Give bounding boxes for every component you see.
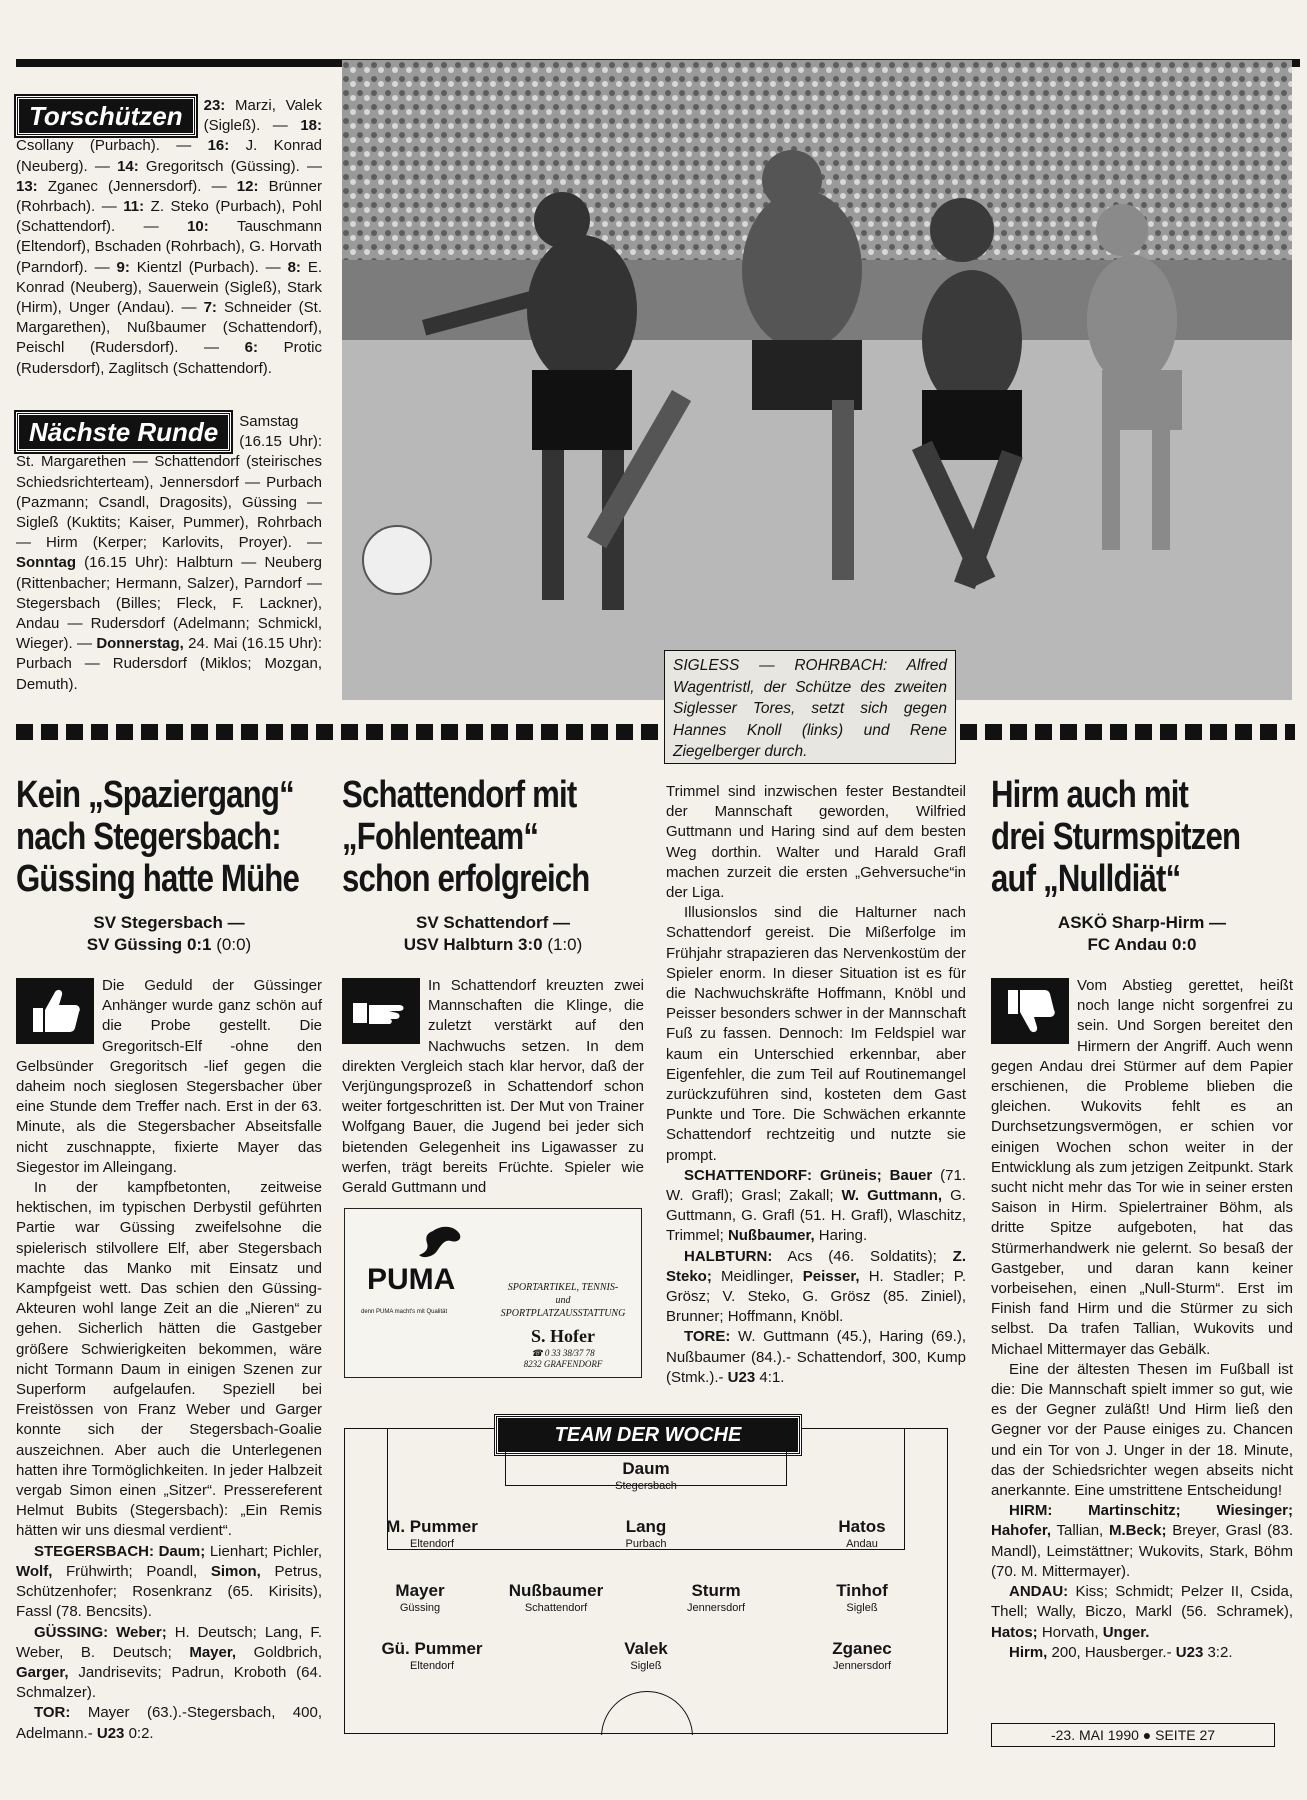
scorer-text: Gregoritsch (Güssing). —	[138, 157, 322, 175]
article-3-paragraph: Vom Abstieg gerettet, heißt noch lange nicht sorgenfrei zu sein. Und Sorgen bereitet den Hirmern der Angriff. Auch wenn gegen Andau drei Stürmer auf dem Papier erschienen, die Probleme blieben die gleichen. Wukovits fehlt es an Durchsetzungsvermögen, er schien vor einigen Wochen schon weiter in der Entwicklung als zum jetzigen Zeitpunkt. Stark sucht nicht mehr das Tor wie in seiner ersten Saison in Hirm. Spielertrainer Böhm, als dritte Spitze aufgeboten, hat das Stürmerhandwerk nie gelernt. So besaß der Gastgeber, und daran kann keiner vorbeisehen, einen „Null-Sturm“. Erst im Finish fand Hirm und die Stürmer zu sich selbst. Da trafen Tallian, Wukovits und Michael Mittermayer das Gebälk.	[991, 977, 1293, 1358]
result: 3:0	[518, 935, 543, 954]
headline-line: Güssing hatte Mühe	[16, 858, 300, 900]
teams-line: ASKÖ Sharp-Hirm —	[1057, 913, 1227, 932]
lineup-text: 3:2.	[1203, 1643, 1233, 1661]
lineup-text: 4:1.	[755, 1368, 785, 1386]
player-name: Zganec	[832, 1639, 892, 1658]
lineup-text: H. Stadler; P. Grösz; V. Steko, G. Grösz (85. Ziniel), Brunner; Hoffmann, Knöbl.	[666, 1267, 967, 1326]
headline-line: drei Sturmspitzen	[991, 816, 1241, 858]
teams-line: FC Andau	[1087, 935, 1168, 954]
fixture-text: 24. Mai (16.15 Uhr): Purbach — Rudersdorf (Miklos; Mozgan, Demuth).	[16, 635, 322, 693]
headline-line: schon erfolgreich	[342, 858, 590, 900]
torschuetzen-box	[16, 96, 322, 379]
lineup-bold: Mayer,	[189, 1643, 237, 1661]
fixture-text: (16.15 Uhr): Halbturn — Neuberg (Rittenbacher; Hermann, Salzer), Parndorf — Stegersbach (Billes; Fleck, F. Lackner), Andau — Rudersdorf (Adelmann; Schmickl, Wieger). —	[16, 554, 322, 653]
lineup-text: G. Guttmann, G. Grafl (51. H. Grafl), Wlaschitz, Trimmel;	[666, 1187, 966, 1245]
article-3-score	[991, 912, 1293, 956]
photo-caption: SIGLESS — ROHRBACH: Alfred Wagentristl, der Schütze des zweiten Siglesser Tores, setzt sich gegen Hannes Knoll (links) und Rene Ziegelberger durch.	[664, 650, 956, 764]
ad-line: SPORTARTIKEL, TENNIS-	[507, 1282, 619, 1293]
lineup-text: Mayer (63.).-Stegersbach, 400, Adelmann.-	[16, 1704, 322, 1742]
article-3-body	[991, 976, 1293, 1663]
article-2-continuation	[666, 782, 966, 1388]
player-club: Eltendorf	[409, 1660, 455, 1672]
article-stegersbach	[16, 774, 322, 1744]
lineup-text: Petrus, Schützenhofer; Rosenkranz (65. Kirisits), Fassl (78. Bencsits).	[16, 1562, 323, 1621]
fixture-bold: Sonntag	[16, 554, 76, 572]
lineup-bold: Z. Steko;	[666, 1247, 966, 1285]
thumbs-down-icon	[991, 978, 1069, 1044]
lineup-bold: ANDAU:	[1009, 1583, 1069, 1601]
lineup-bold: M.Beck;	[1108, 1522, 1167, 1540]
lineup-bold: Garger,	[16, 1663, 69, 1681]
article-1-score	[16, 912, 322, 956]
lineup-line	[666, 1166, 966, 1247]
lineup-bold: U23	[96, 1724, 125, 1742]
divider-left	[16, 724, 664, 740]
ad-line: SPORTPLATZAUSSTATTUNG	[500, 1308, 626, 1319]
half-time-result: (1:0)	[547, 935, 583, 954]
player-slot	[357, 1517, 507, 1551]
lineup-bold: Peisser,	[802, 1267, 860, 1285]
lineup-text: Horvath,	[1037, 1623, 1103, 1641]
match-photo	[342, 60, 1292, 700]
player-slot	[641, 1581, 791, 1615]
ad-phone: ☎ 0 33 38/37 78	[531, 1348, 595, 1358]
lineup-bold: Nußbaumer,	[727, 1227, 815, 1245]
ad-shop-name: S. Hofer	[531, 1326, 595, 1346]
scorer-text: Tauschmann (Eltendorf), Bschaden (Rohrbach), G. Horvath (Parndorf). —	[16, 218, 322, 276]
scorer-bold: 6:	[244, 339, 259, 357]
scorer-bold: 12:	[236, 177, 259, 195]
article-1-headline	[16, 774, 300, 900]
player-club: Sigleß	[846, 1602, 878, 1614]
player-slot	[787, 1517, 937, 1551]
scorer-bold: 11:	[123, 198, 145, 216]
result: 0:1	[186, 935, 212, 954]
lineup-bold: GÜSSING: Weber;	[34, 1623, 167, 1641]
torschuetzen-tag: Torschützen	[16, 96, 196, 136]
player-name: Tinhof	[836, 1581, 888, 1600]
article-1-paragraph: Die Geduld der Güssinger Anhänger wurde ganz schön auf die Probe gestellt. Die Gregoritsch-Elf -ohne den Gelbsünder Gregoritsch -lief gegen die daheim noch sieglosen Stegersbacher über eine Stunde dem Treffer nach. Erst in der 63. Minute, als die Stegersbacher Abseitsfalle nicht zuschnappte, fixierte Mayer das Siegestor im Alleingang.	[16, 977, 322, 1176]
player-slot	[345, 1581, 495, 1615]
scorer-bold: 18:	[300, 117, 322, 135]
lineup-line	[16, 1542, 322, 1623]
player-name: M. Pummer	[386, 1517, 478, 1536]
scorer-bold: 13:	[16, 177, 38, 195]
article-hirm	[991, 774, 1293, 1663]
scorer-text: E. Konrad (Neuberg), Sauerwein (Sigleß), Stark (Hirm), Unger (Andau). —	[16, 258, 322, 317]
team-der-woche	[344, 1424, 948, 1734]
scorer-bold: 14:	[117, 157, 139, 175]
lineup-bold: U23	[727, 1368, 756, 1386]
scorer-bold: 23:	[203, 97, 226, 114]
player-slot	[787, 1639, 937, 1673]
team-der-woche-title: TEAM DER WOCHE	[495, 1415, 801, 1455]
lineup-bold: Wolf,	[16, 1562, 53, 1580]
scorer-text: Z. Steko (Purbach), Pohl (Schattendorf). —	[16, 198, 322, 236]
lineup-bold: STEGERSBACH: Daum;	[34, 1542, 206, 1560]
lineup-text: W. Guttmann (45.), Haring (69.), Nußbaumer (84.).- Schattendorf, 300, Kump (Stmk.).-	[666, 1328, 966, 1386]
lineup-bold: U23	[1175, 1643, 1204, 1661]
scorer-bold: 16:	[207, 137, 230, 155]
lineup-text: 200, Hausberger.-	[1047, 1643, 1176, 1661]
lineup-bold: HIRM: Martinschitz; Wiesinger; Hahofer,	[991, 1502, 1293, 1540]
player-club: Güssing	[399, 1602, 441, 1614]
player-name: Hatos	[838, 1517, 886, 1536]
lineup-text: Haring.	[814, 1227, 868, 1245]
article-1-body	[16, 976, 322, 1744]
lineup-text: 0:2.	[124, 1724, 154, 1742]
player-club: Jennersdorf	[832, 1660, 892, 1672]
article-1-lineups	[16, 1542, 322, 1744]
naechste-runde-text	[16, 413, 322, 693]
headline-line: Schattendorf mit	[342, 774, 577, 816]
player-slot	[571, 1517, 721, 1551]
player-club: Stegersbach	[615, 1480, 677, 1492]
lineup-text: Tallian,	[1051, 1522, 1109, 1540]
article-2-headline	[342, 774, 590, 900]
player-name: Valek	[624, 1639, 668, 1658]
puma-logo-icon	[363, 1223, 483, 1303]
player-name: Lang	[625, 1517, 667, 1536]
article-2-body	[342, 976, 644, 1198]
lineup-line	[991, 1501, 1293, 1582]
lineup-text: Frühwirth; Poandl,	[52, 1562, 211, 1580]
fixture-bold: Donnerstag,	[96, 635, 184, 653]
headline-line: Kein „Spaziergang“	[16, 774, 294, 816]
ad-address: 8232 GRAFENDORF	[523, 1359, 603, 1369]
puma-slogan: denn PUMA macht's mit Qualität	[361, 1309, 448, 1315]
headline-line: Hirm auch mit	[991, 774, 1189, 816]
headline-line: nach Stegersbach:	[16, 816, 281, 858]
player-slot	[357, 1639, 507, 1673]
article-2-paragraph: Trimmel sind inzwischen fester Bestandteil der Mannschaft geworden, Wilfried Guttmann und Haring sind auf dem besten Weg dorthin. Walter und Harald Grafl machen zurzeit die ersten „Gehversuche“in der Liga.	[666, 783, 966, 902]
lineup-bold: Hirm,	[1009, 1643, 1048, 1661]
headline-line: „Fohlenteam“	[342, 816, 539, 858]
half-time-result: (0:0)	[216, 935, 252, 954]
article-1-paragraph: In der kampfbetonten, zeitweise hektischen, im typischen Derbystil geführten Partie war Güssing zweifelsohne die spielerisch stilvollere Elf, aber Stegersbach machte das Manko mit Einsatz und Kampfgeist wett. Das schien den Güssing-Akteuren wohl lange Zeit an die „Nieren“ zu gehen. Sicherlich hätten die Gastgeber größere Schwierigkeiten bekommen, wäre nicht Tormann Daum in einigen Szenen zur Superform aufgelaufen. Speziell bei Freistössen von Franz Weber und Garger konnte sich der Stegersbach-Goalie auszeichnen. Aber auch die Unterlegenen hatten ihre Tormöglichkeiten. In jeder Halbzeit vergab Simon einen „Sitzer“. Pressereferent Helmut Bubits (Stegersbach): „Ein Remis hätten wir uns diesmal verdient“.	[16, 1179, 322, 1540]
scorer-text: Csollany (Purbach). —	[16, 137, 208, 155]
puma-advertisement	[344, 1208, 642, 1378]
player-name: Nußbaumer	[508, 1581, 604, 1600]
lineup-line	[991, 1643, 1293, 1663]
scorer-text: J. Konrad (Neuberg). —	[16, 137, 323, 175]
lineup-text: Acs (46. Soldatits);	[772, 1247, 953, 1265]
teams-line: SV Güssing	[86, 935, 183, 954]
player-slot	[571, 1459, 721, 1493]
article-3-headline	[991, 774, 1239, 900]
player-name: Gü. Pummer	[381, 1639, 483, 1658]
scorer-text: Kientzl (Purbach). —	[129, 258, 288, 276]
lineup-text: Breyer, Grasl (83. Mandl), Leimstättner; Wukovits, Stark, Böhm (70. M. Mittermayer).	[991, 1522, 1293, 1580]
lineup-line	[991, 1582, 1293, 1643]
player-slot	[481, 1581, 631, 1615]
article-schattendorf	[342, 774, 644, 1198]
scorer-bold: 8:	[287, 258, 301, 276]
lineup-bold: W. Guttmann,	[841, 1187, 943, 1205]
divider-right	[960, 724, 1295, 740]
player-club: Schattendorf	[524, 1602, 588, 1614]
article-2-lineups	[666, 1166, 966, 1388]
lineup-bold: Hatos;	[991, 1623, 1038, 1641]
teams-line: SV Schattendorf —	[416, 913, 570, 932]
article-3-lineups	[991, 1501, 1293, 1663]
scorer-bold: 9:	[116, 258, 130, 276]
scorer-text: Schneider (St. Margarethen), Nußbaumer (Schattendorf), Peischl (Rudersdorf). —	[16, 299, 322, 357]
lineup-text: Goldbrich,	[236, 1643, 322, 1661]
fixture-text: Samstag (16.15 Uhr): St. Margarethen — Schattendorf (steirisches Schiedsrichterteam), Jennersdorf — Purbach (Pazmann; Csandl, Dragosits), Güssing — Sigleß (Kuktits; Kaiser, Pummer), Rohrbach — Hirm (Kerper; Karlovits, Proyer). —	[16, 413, 322, 552]
lineup-text: (71. W. Grafl); Grasl; Zakall;	[666, 1166, 967, 1205]
naechste-runde-tag: Nächste Runde	[16, 412, 231, 452]
scorer-text: Brünner (Rohrbach). —	[16, 177, 322, 216]
player-name: Sturm	[691, 1581, 741, 1600]
player-name: Daum	[622, 1459, 670, 1478]
pointing-hand-icon	[342, 978, 420, 1044]
lineup-line	[16, 1703, 322, 1743]
scorer-text: Marzi, Valek (Sigleß). —	[203, 97, 322, 135]
article-2-score	[342, 912, 644, 956]
article-2-paragraph: In Schattendorf kreuzten zwei Mannschaften die Klinge, die zuletzt verstärkt auf den Nachwuchs setzen. In dem direkten Vergleich stach klar hervor, daß der Verjüngungsprozeß in Schattendorf schon weiter fortgeschritten ist. Der Mut von Trainer Wolfgang Bauer, die Jugend bei jeder sich bietenden Gelegenheit ins Ligawasser zu werfen, trägt bereits Früchte. Spieler wie Gerald Guttmann und	[342, 977, 644, 1197]
lineup-line	[666, 1327, 966, 1388]
player-club: Sigleß	[630, 1660, 662, 1672]
thumbs-up-icon	[16, 978, 94, 1044]
naechste-runde-box	[16, 412, 322, 695]
player-name: Mayer	[395, 1581, 445, 1600]
lineup-bold: HALBTURN:	[684, 1247, 773, 1265]
lineup-bold: TOR:	[34, 1704, 71, 1722]
player-club: Purbach	[625, 1538, 667, 1550]
scorer-bold: 7:	[203, 299, 217, 317]
match-photo-illustration	[342, 60, 1292, 700]
lineup-text: Jandrisevits; Padrun, Kroboth (64. Schmalzer).	[16, 1663, 322, 1702]
lineup-text: Kiss; Schmidt; Pelzer II, Csida, Thell; Wally, Biczo, Markl (56. Schramek),	[991, 1583, 1293, 1621]
result: 0:0	[1171, 935, 1197, 954]
lineup-bold: SCHATTENDORF: Grüneis; Bauer	[684, 1166, 933, 1184]
lineup-line	[16, 1623, 322, 1704]
scorer-text: Zganec (Jennersdorf). —	[37, 177, 237, 195]
article-2-paragraph: Illusionslos sind die Halturner nach Schattendorf gereist. Die Mißerfolge im Frühjahr strapazieren das Nervenkostüm der Spieler enorm. In dieser Situation ist es für die Nachwuchskräfte Hoffmann, Knöbl und Peisser besonders schwer in der Mannschaft Fuß zu fassen. Dennoch: Im Feldspiel war kaum ein Unterschied erkennbar, aber Eigenfehler, die zum Teil auf Routinemangel zurückzuführen sind, kosteten dem Gast Punkte und Tore. Die Schwächen erkannte Schattendorf rechtzeitig und nutzte sie prompt.	[666, 904, 966, 1164]
teams-line: SV Stegersbach —	[93, 913, 245, 932]
torschuetzen-text	[16, 97, 322, 377]
lineup-line	[666, 1247, 966, 1328]
ad-line: und	[555, 1295, 571, 1306]
player-club: Jennersdorf	[686, 1602, 746, 1614]
lineup-bold: Simon,	[210, 1562, 261, 1580]
lineup-text: Meidlinger,	[711, 1267, 803, 1285]
player-club: Andau	[846, 1538, 878, 1550]
scorer-text: Protic (Rudersdorf), Zaglitsch (Schattendorf).	[16, 339, 323, 377]
article-3-paragraph: Eine der ältesten Thesen im Fußball ist die: Die Mannschaft spielt immer so gut, wie es der Gegner zuläßt! Und Hirm ließ den Gegner vor der Pause einiges zu. Chancen und ein Tor von J. Unger in der 18. Minute, das der Schiedsrichter wegen abseits nicht anerkannte. Eine umstrittene Entscheidung!	[991, 1360, 1293, 1500]
page-footer: -23. MAI 1990 ● SEITE 27	[991, 1723, 1275, 1747]
player-slot	[571, 1639, 721, 1673]
lineup-text: H. Deutsch; Lang, F. Weber, B. Deutsch;	[16, 1623, 322, 1661]
headline-line: auf „Nulldiät“	[991, 858, 1181, 900]
center-circle	[601, 1691, 693, 1783]
player-club: Eltendorf	[409, 1538, 455, 1550]
teams-line: USV Halbturn	[403, 935, 514, 954]
player-slot	[787, 1581, 937, 1615]
lineup-text: Lienhart; Pichler,	[205, 1542, 322, 1560]
scorer-bold: 10:	[187, 218, 209, 236]
puma-wordmark: PUMA	[367, 1263, 456, 1296]
lineup-bold: Unger.	[1102, 1623, 1150, 1641]
lineup-bold: TORE:	[684, 1328, 731, 1346]
